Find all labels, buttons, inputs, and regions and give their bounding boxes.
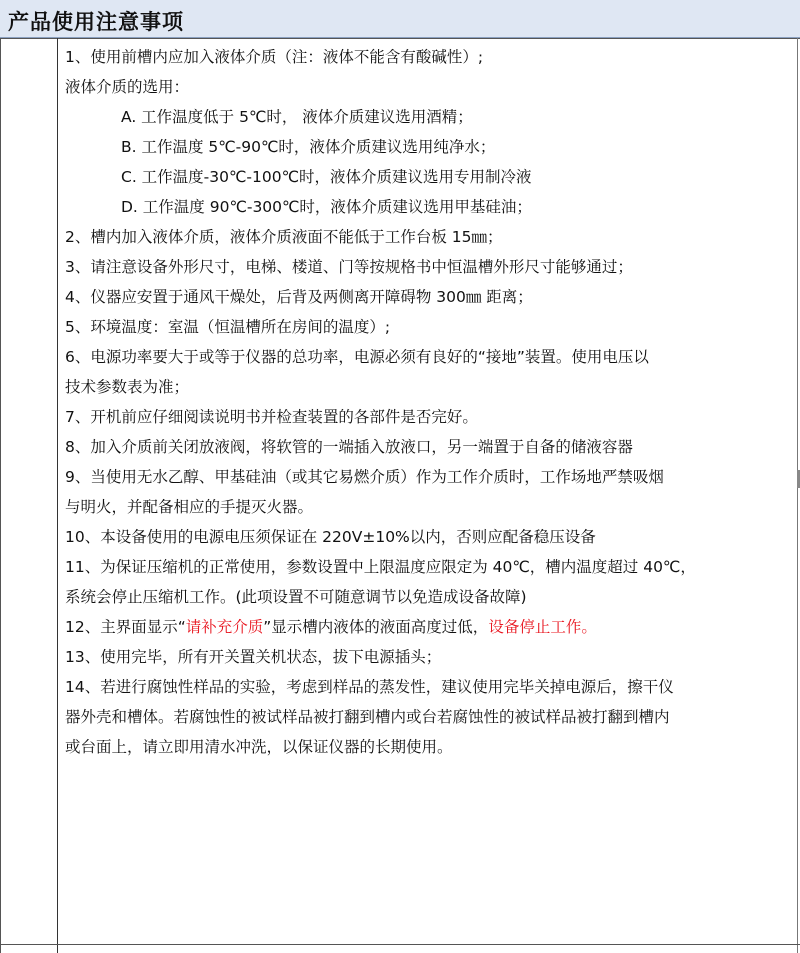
notes-content <box>65 42 790 762</box>
note-1: 1、使用前槽内应加入液体介质（注：液体不能含有酸碱性）; <box>65 48 484 66</box>
note-11-line-1: 11、为保证压缩机的正常使用，参数设置中上限温度应限定为 40℃，槽内温度超过 40℃， <box>65 558 696 576</box>
note-13: 13、使用完毕，所有开关置关机状态，拔下电源插头； <box>65 648 442 666</box>
table-top-border <box>0 38 800 39</box>
note-10: 10、本设备使用的电源电压须保证在 220V±10%以内，否则应配备稳压设备 <box>65 528 596 546</box>
note-12 <box>65 612 790 642</box>
note-6-line-1: 6、电源功率要大于或等于仪器的总功率，电源必须有良好的“接地”装置。使用电压以 <box>65 348 649 366</box>
section-title: 产品使用注意事项 <box>8 10 184 34</box>
refill-warning-text: 请补充介质 <box>185 618 264 636</box>
note-7: 7、开机前应仔细阅读说明书并检查装置的各部件是否完好。 <box>65 408 478 426</box>
note-12-middle: ”显示槽内液体的液面高度过低， <box>263 618 489 636</box>
note-2: 2、槽内加入液体介质，液体介质液面不能低于工作台板 15㎜； <box>65 228 503 246</box>
table-right-border <box>797 38 798 953</box>
media-selection-title: 液体介质的选用： <box>65 78 190 96</box>
note-8: 8、加入介质前关闭放液阀，将软管的一端插入放液口，另一端置于自备的储液容器 <box>65 438 633 456</box>
note-9-line-1: 9、当使用无水乙醇、甲基硅油（或其它易燃介质）作为工作介质时，工作场地严禁吸烟 <box>65 468 664 486</box>
media-option-b: B. 工作温度 5℃-90℃时，液体介质建议选用纯净水； <box>121 138 496 156</box>
note-14-line-1: 14、若进行腐蚀性样品的实验，考虑到样品的蒸发性，建议使用完毕关掉电源后，擦干仪 <box>65 678 674 696</box>
column-divider <box>57 38 58 953</box>
note-11-line-2: 系统会停止压缩机工作。(此项设置不可随意调节以免造成设备故障) <box>65 588 527 606</box>
note-14-line-3: 或台面上，请立即用清水冲洗，以保证仪器的长期使用。 <box>65 738 453 756</box>
media-option-a: A. 工作温度低于 5℃时， 液体介质建议选用酒精； <box>121 108 473 126</box>
section-header <box>0 0 800 38</box>
note-5: 5、环境温度：室温（恒温槽所在房间的温度）; <box>65 318 391 336</box>
media-option-c: C. 工作温度-30℃-100℃时，液体介质建议选用专用制冷液 <box>121 168 532 186</box>
media-option-d: D. 工作温度 90℃-300℃时，液体介质建议选用甲基硅油； <box>121 198 532 216</box>
note-14-line-2: 器外壳和槽体。若腐蚀性的被试样品被打翻到槽内或台若腐蚀性的被试样品被打翻到槽内 <box>65 708 670 726</box>
stop-warning-text: 设备停止工作。 <box>488 618 597 636</box>
note-6-line-2: 技术参数表为准； <box>65 378 190 396</box>
note-9-line-2: 与明火，并配备相应的手提灭火器。 <box>65 498 314 516</box>
table-bottom-border <box>0 944 800 945</box>
note-12-prefix: 12、主界面显示“ <box>65 618 186 636</box>
note-4: 4、仪器应安置于通风干燥处，后背及两侧离开障碍物 300㎜ 距离； <box>65 288 533 306</box>
note-3: 3、请注意设备外形尺寸，电梯、楼道、门等按规格书中恒温槽外形尺寸能够通过； <box>65 258 633 276</box>
